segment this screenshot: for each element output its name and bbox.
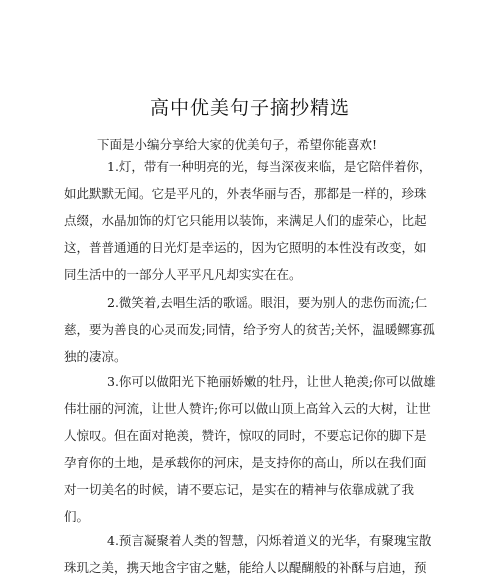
paragraph-line: 对一切美名的时候，请不要忘记，是实在的精神与依靠成就了我 [64, 482, 415, 497]
paragraph-line: 独的凄凉。 [64, 349, 127, 364]
paragraph-line: 伟壮丽的河流，让世人赞许;你可以做山顶上高耸入云的大树，让世 [64, 401, 431, 416]
paragraph-3 [64, 368, 436, 530]
paragraph-line: 珠玑之美，携天地含宇宙之魅，能给人以醍醐般的补酥与启迪，预 [64, 560, 427, 575]
paragraph-line: 4.预言凝聚着人类的智慧，闪烁着道义的光华，有聚瑰宝散 [107, 533, 432, 548]
paragraph-line: 慈，要为善良的心灵而发;同情，给予穷人的贫苦;关怀，温暖鳏寡孤 [64, 322, 435, 337]
paragraph-2 [64, 289, 436, 370]
paragraph-line: 孕育你的土地，是承载你的河床，是支持你的高山，所以在我们面 [64, 455, 427, 470]
paragraph-line: 1.灯，带有一种明亮的光，每当深夜来临，是它陪伴着你， [107, 159, 432, 174]
paragraph-line: 这，普普通通的日光灯是幸运的，因为它照明的本性没有改变，如 [64, 240, 427, 255]
paragraph-line: 点缀，水晶加饰的灯它只能用以装饰，来满足人们的虚荣心，比起 [64, 213, 427, 228]
paragraph-line: 人惊叹。但在面对艳羡，赞许，惊叹的同时，不要忘记你的脚下是 [64, 428, 427, 443]
paragraph-4 [64, 527, 436, 581]
paragraph-1 [64, 153, 436, 288]
paragraph-line: 同生活中的一部分人平平凡凡却实实在在。 [64, 267, 302, 282]
document-title: 高中优美句子摘抄精选 [149, 97, 350, 119]
paragraph-line: 2.微笑着,去唱生活的歌谣。眼泪，要为别人的悲伤而流;仁 [107, 295, 428, 310]
intro-text: 下面是小编分享给大家的优美句子，希望你能喜欢! [97, 137, 378, 152]
paragraph-line: 3.你可以做阳光下艳丽娇嫩的牡丹，让世人艳羡;你可以做雄 [107, 374, 436, 389]
paragraph-line: 如此默默无闻。它是平凡的，外表华丽与否，那都是一样的，珍珠 [64, 186, 427, 201]
paragraph-line: 们。 [64, 509, 90, 524]
